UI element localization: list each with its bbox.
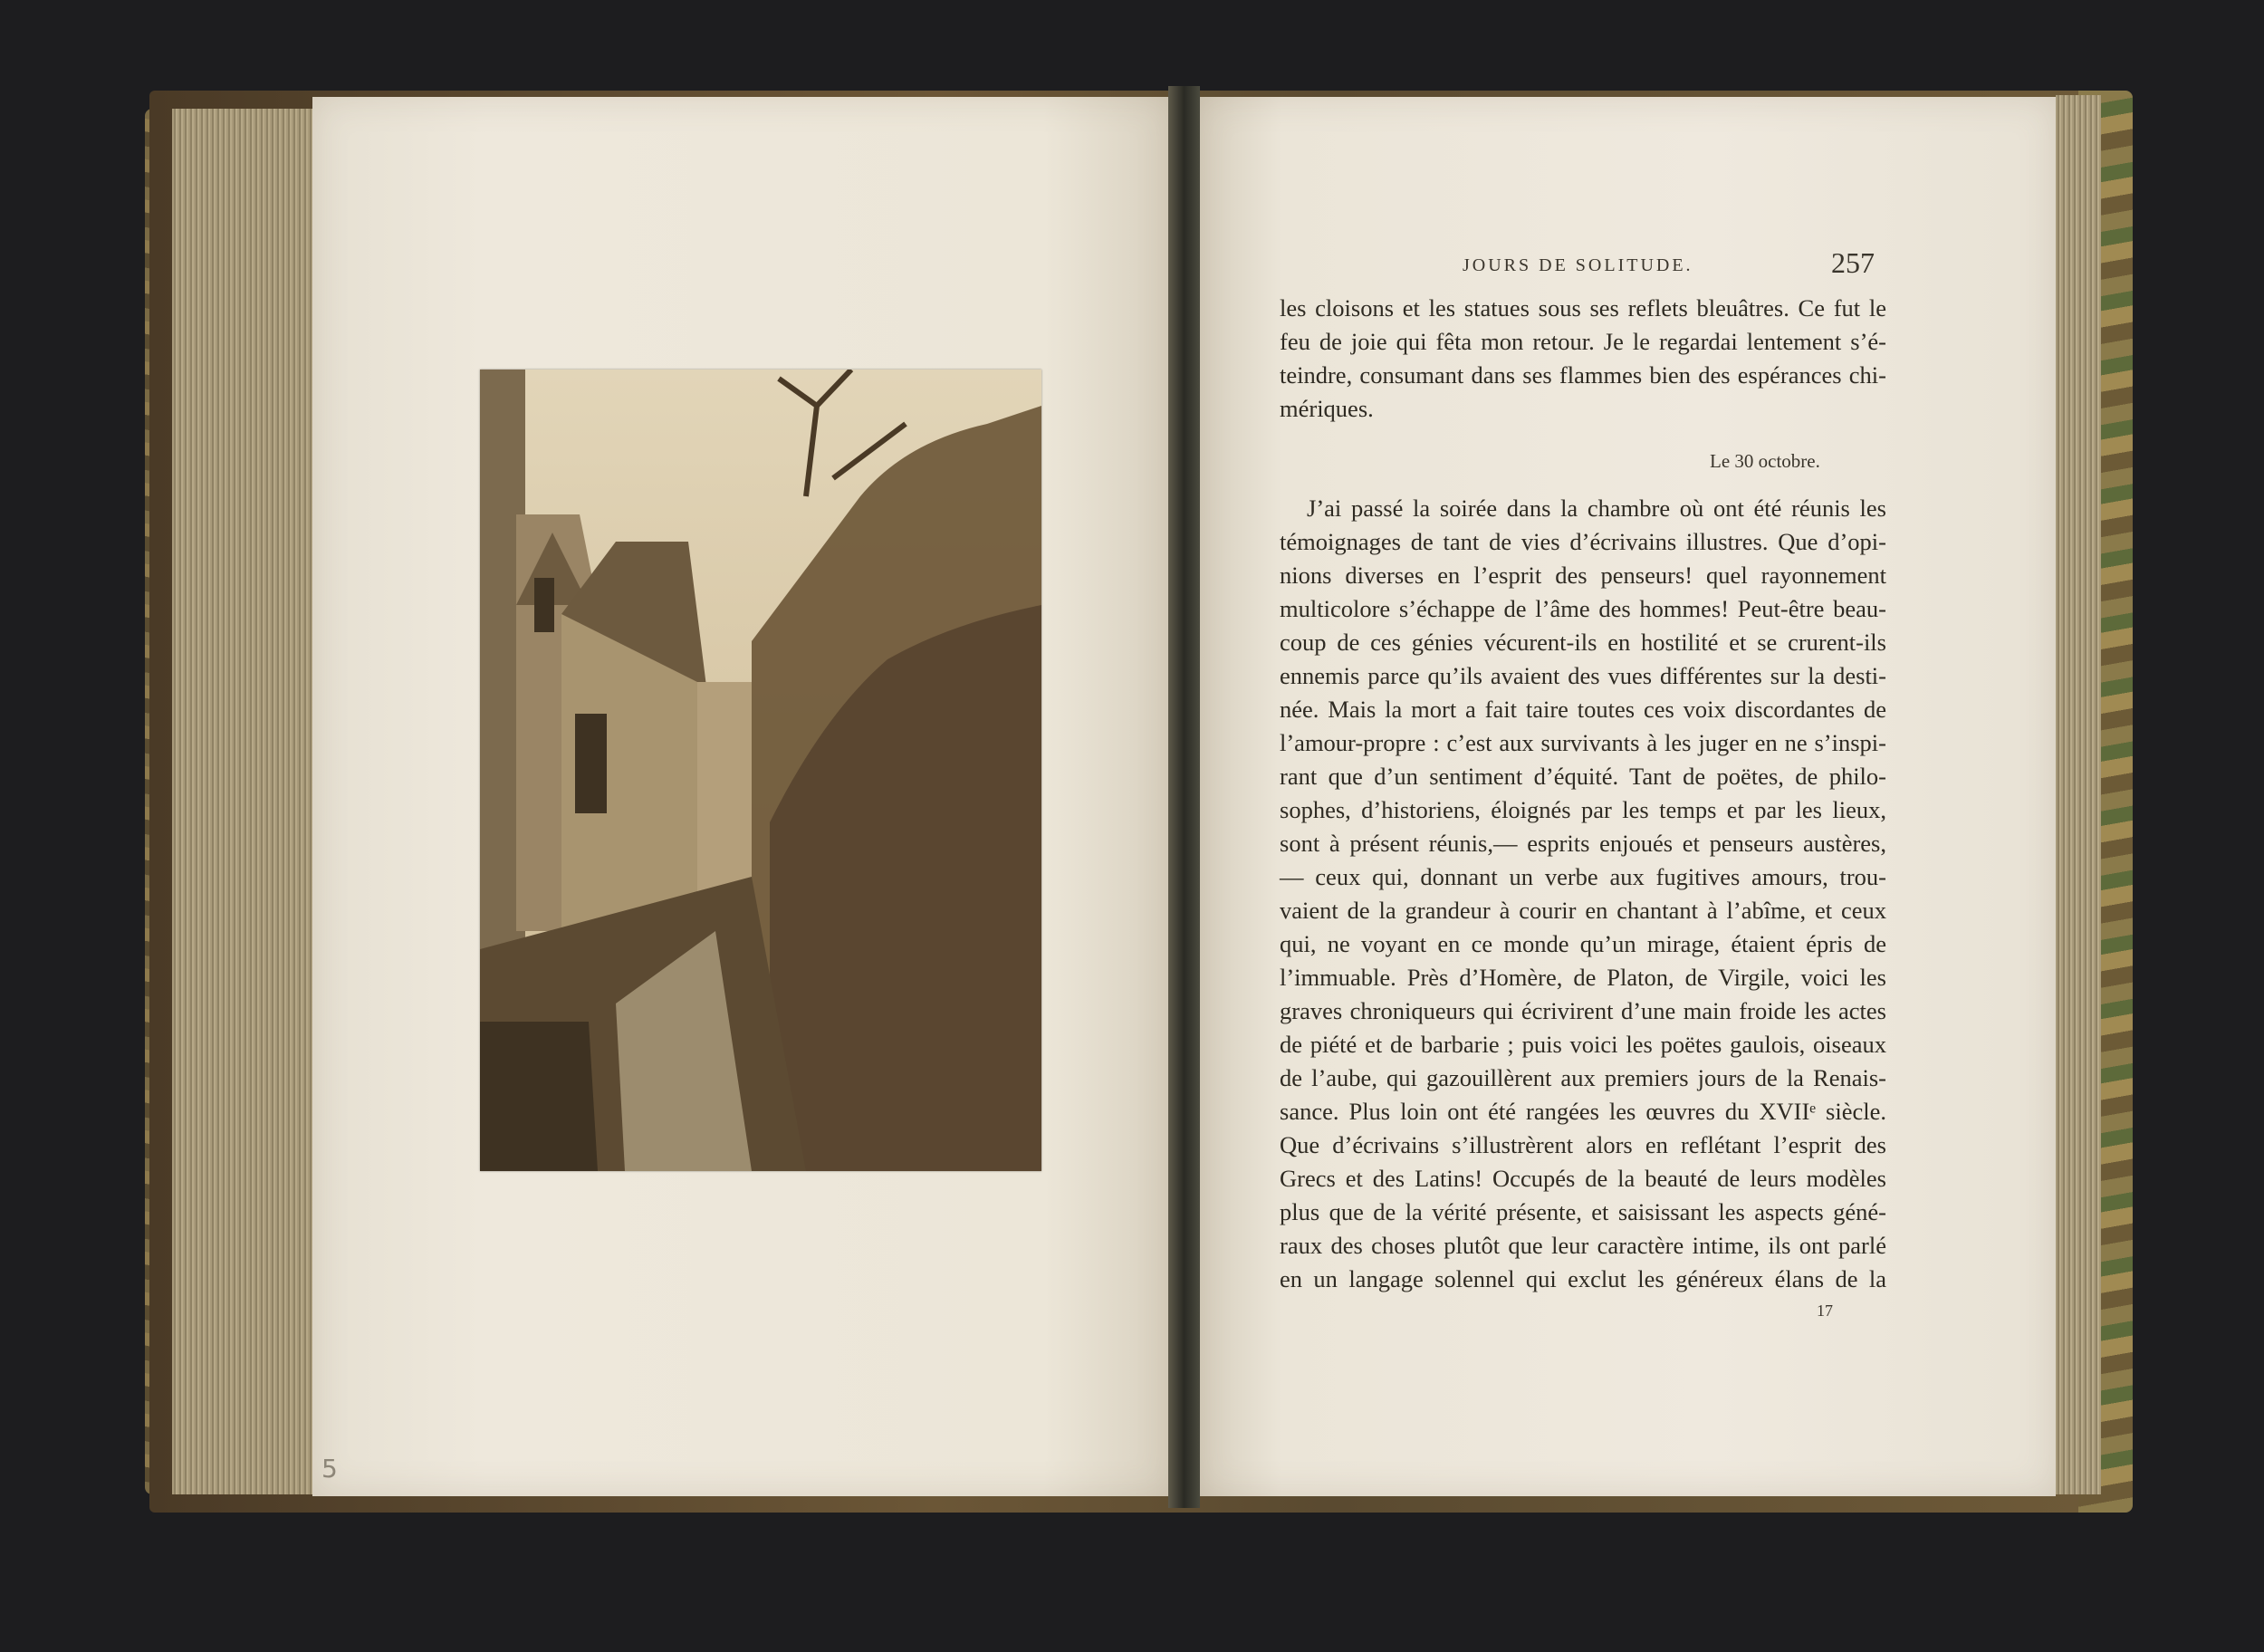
text-line: raux des choses plutôt que leur caractère intime, ils ont parlé xyxy=(1280,1232,1886,1259)
left-page-edges xyxy=(172,109,317,1494)
text-line: l’immuable. Près d’Homère, de Platon, de Virgile, voici les xyxy=(1280,964,1886,991)
text-line: de l’aube, qui gazouillèrent aux premiers jours de la Renais- xyxy=(1280,1064,1886,1091)
dateline: Le 30 octobre. xyxy=(1710,450,1820,472)
signature-mark: 17 xyxy=(1817,1301,1833,1320)
text-line: J’ai passé la soirée dans la chambre où ont été réunis les xyxy=(1307,495,1886,522)
text-line: témoignages de tant de vies d’écrivains illustres. Que d’opi- xyxy=(1280,528,1886,555)
right-page-edges xyxy=(2056,95,2101,1494)
text-line: plus que de la vérité présente, et saisissant les aspects géné- xyxy=(1280,1198,1886,1225)
text-line: de piété et de barbarie ; puis voici les poëtes gaulois, oiseaux xyxy=(1280,1031,1886,1058)
text-line: en un langage solennel qui exclut les généreux élans de la xyxy=(1280,1265,1886,1292)
text-line: sont à présent réunis,— esprits enjoués et penseurs austères, xyxy=(1280,830,1886,857)
text-line: graves chroniqueurs qui écrivirent d’une main froide les actes xyxy=(1280,997,1886,1024)
text-line: vaient de la grandeur à courir en chantant à l’abîme, et ceux xyxy=(1280,897,1886,924)
text-line: rant que d’un sentiment d’équité. Tant de poëtes, de philo- xyxy=(1280,763,1886,790)
text-line: les cloisons et les statues sous ses reflets bleuâtres. Ce fut le xyxy=(1280,294,1886,322)
text-line: née. Mais la mort a fait taire toutes ces voix discordantes de xyxy=(1280,696,1886,723)
text-line: — ceux qui, donnant un verbe aux fugitives amours, trou- xyxy=(1280,863,1886,890)
photograph-scene xyxy=(480,370,1041,1171)
text-line: teindre, consumant dans ses flammes bien des espérances chi- xyxy=(1280,361,1886,389)
text-line: multicolore s’échappe de l’âme des hommes! Peut-être beau- xyxy=(1280,595,1886,622)
paragraph-1 xyxy=(1280,292,1886,426)
text-line: l’amour-propre : c’est aux survivants à les juger en ne s’inspi- xyxy=(1280,729,1886,756)
text-line: qui, ne voyant en ce monde qu’un mirage, étaient épris de xyxy=(1280,930,1886,957)
text-line: mériques. xyxy=(1280,395,1374,422)
page-number: 257 xyxy=(1831,246,1875,279)
text-line: feu de joie qui fêta mon retour. Je le regardai lentement s’é- xyxy=(1280,328,1886,355)
text-line: nions diverses en l’esprit des penseurs! quel rayonnement xyxy=(1280,562,1886,589)
book-gutter xyxy=(1168,86,1200,1508)
text-line: Grecs et des Latins! Occupés de la beauté de leurs modèles xyxy=(1280,1165,1886,1192)
text-line: sophes, d’historiens, éloignés par les temps et par les lieux, xyxy=(1280,796,1886,823)
sepia-photograph xyxy=(480,370,1041,1171)
text-line: coup de ces génies vécurent-ils en hostilité et se crurent-ils xyxy=(1280,629,1886,656)
text-line: sance. Plus loin ont été rangées les œuvres du XVIIᵉ siècle. xyxy=(1280,1098,1886,1125)
page-margin-mark: 5 xyxy=(321,1454,338,1484)
text-line: ennemis parce qu’ils avaient des vues différentes sur la desti- xyxy=(1280,662,1886,689)
running-head: JOURS DE SOLITUDE. xyxy=(1463,255,1693,275)
text-line: Que d’écrivains s’illustrèrent alors en reflétant l’esprit des xyxy=(1280,1131,1886,1158)
paragraph-2 xyxy=(1280,492,1886,1296)
